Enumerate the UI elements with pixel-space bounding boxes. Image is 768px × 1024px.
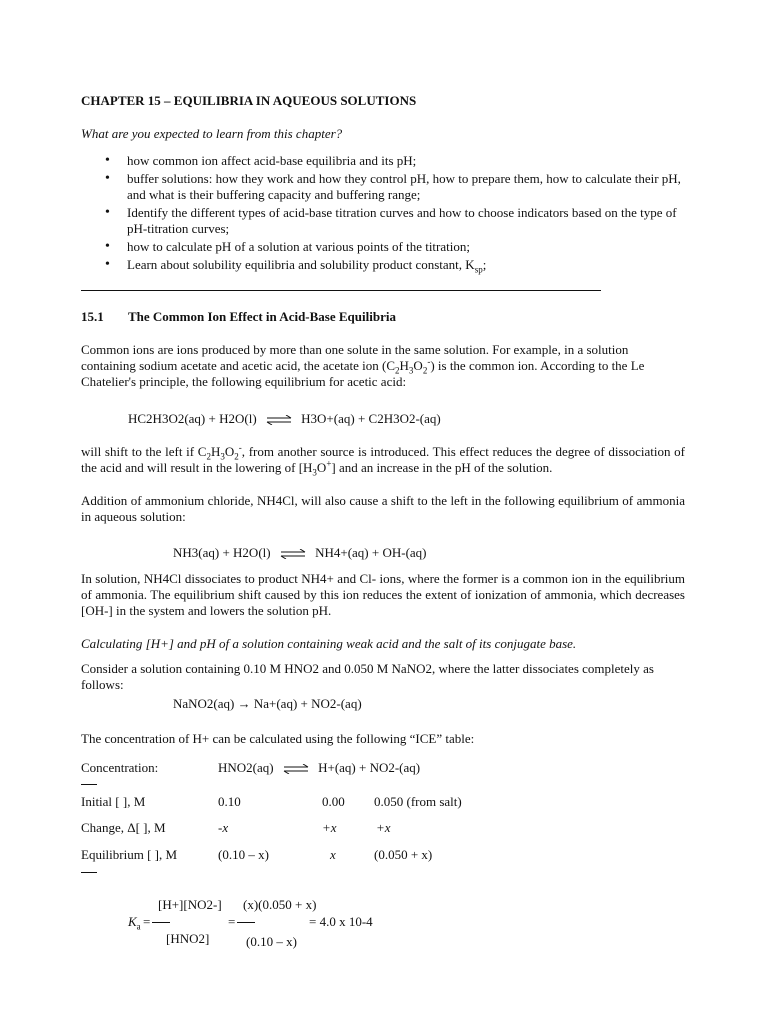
ka-result: = 4.0 x 10-4	[309, 914, 373, 929]
ice-cell: +x	[322, 820, 337, 835]
ka-equals-2: =	[228, 914, 236, 929]
paragraph-shift-left: will shift to the left if $C_2H_3O_2^-$, from another source is introduced. This effect reduces the degree of dissociation of the acid and will result in the lowering of $[H_3O^+]$ and an increase in the pH of the solution.	[81, 442, 685, 478]
ka-fraction-bar-1	[152, 922, 170, 923]
equation-ammonia	[173, 545, 427, 561]
objective-item: • Identify the different types of acid-base titration curves and how to choose indicators based on the type of pH-titration curves;	[103, 205, 683, 237]
equilibrium-arrows-icon	[280, 549, 306, 559]
ice-footer-rule	[81, 872, 97, 873]
ice-cell: 0.050 (from salt)	[374, 794, 462, 809]
ice-cell: (0.050 + x)	[374, 847, 433, 862]
paragraph-consider-solution: Consider a solution containing 0.10 M HNO2 and 0.050 M NaNO2, where the latter dissociates completely as follows:	[81, 661, 654, 692]
ka-denominator-1: [HNO2]	[166, 931, 210, 946]
ice-cell: 0.00	[322, 794, 345, 809]
equilibrium-arrows-icon	[266, 415, 292, 425]
eq1-right: H3O+(aq) + C2H3O2-(aq)	[301, 411, 441, 426]
objective-item: • buffer solutions: how they work and how they control pH, how to prepare them, how to calculate their pH, and what is their buffering capacity and buffering range;	[103, 171, 683, 203]
paragraph-common-ions: Common ions are ions produced by more than one solute in the same solution. For example, in a solution containing sodium acetate and acetic acid, the acetate ion $(C_2H_3O_2^-)$ is the common ion. According to the Le Chatelier's principle, the following equilibrium for acetic acid:	[81, 342, 645, 389]
eq2-right: NH4+(aq) + OH-(aq)	[315, 545, 427, 560]
eq2-left: NH3(aq) + H2O(l)	[173, 545, 271, 560]
chapter-title: CHAPTER 15 – EQUILIBRIA IN AQUEOUS SOLUTIONS	[81, 93, 417, 108]
objective-item: • how to calculate pH of a solution at various points of the titration;	[103, 239, 683, 255]
ice-row-label: Change, Δ[ ], M	[81, 820, 166, 835]
section-number: 15.1	[81, 309, 104, 324]
ka-numerator-1: [H+][NO2-]	[158, 897, 222, 912]
ice-header-label: Concentration:	[81, 760, 159, 775]
objective-item: • how common ion affect acid-base equilibria and its pH;	[103, 153, 683, 169]
equation-nano2: NaNO2(aq) → Na+(aq) + NO2-(aq)	[173, 696, 362, 711]
equation-acetic-acid	[128, 411, 441, 427]
ice-row-label: Equilibrium [ ], M	[81, 847, 178, 862]
ka-equals-1: =	[143, 914, 151, 929]
objectives-list	[103, 153, 683, 275]
calc-subheading: Calculating [H+] and pH of a solution containing weak acid and the salt of its conjugate base.	[81, 636, 577, 651]
ka-fraction-bar-2	[237, 922, 255, 923]
paragraph-nh4cl-dissociation: In solution, NH4Cl dissociates to product NH4+ and Cl- ions, where the former is a common ion in the equilibrium of ammonia. The equilibrium shift caused by this ion reduces the extent of ionization of ammonia, which decreases [OH-] in the system and lowers the solution pH.	[81, 571, 685, 618]
ka-symbol: $K_a$	[128, 914, 141, 932]
ka-numerator-2: (x)(0.050 + x)	[243, 897, 317, 912]
ice-cell: 0.10	[218, 794, 241, 809]
ice-row-label: Initial [ ], M	[81, 794, 146, 809]
section-title: The Common Ion Effect in Acid-Base Equilibria	[128, 309, 396, 324]
equilibrium-arrows-icon	[283, 764, 309, 774]
eq1-left: HC2H3O2(aq) + H2O(l)	[128, 411, 257, 426]
ice-header-reactant: HNO2(aq) H+(aq) + NO2-(aq)	[218, 760, 421, 775]
section-divider	[81, 290, 601, 291]
ice-cell: -x	[218, 820, 229, 835]
ka-denominator-2: (0.10 – x)	[246, 934, 297, 949]
paragraph-ice-intro: The concentration of H+ can be calculated using the following “ICE” table:	[81, 731, 475, 746]
objective-item: • Learn about solubility equilibria and solubility product constant, $K_{sp}$;	[103, 257, 683, 273]
objectives-question: What are you expected to learn from this chapter?	[81, 126, 343, 141]
paragraph-ammonium-chloride: Addition of ammonium chloride, NH4Cl, will also cause a shift to the left in the following equilibrium of ammonia in aqueous solution:	[81, 493, 685, 524]
ice-cell: +x	[376, 820, 391, 835]
ice-cell: (0.10 – x)	[218, 847, 269, 862]
ice-cell: x	[330, 847, 336, 862]
ice-header-rule	[81, 784, 97, 785]
